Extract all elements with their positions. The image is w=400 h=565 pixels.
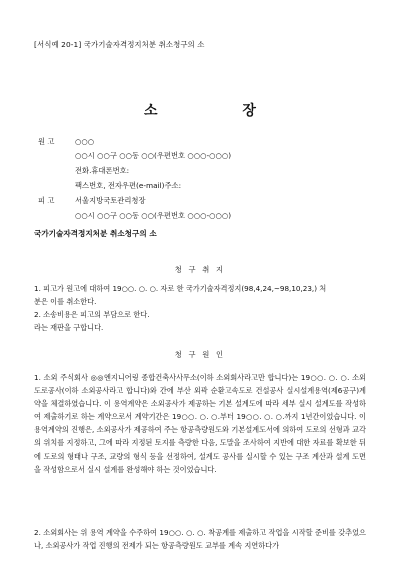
plaintiff-name: ○○○ xyxy=(75,137,95,146)
plaintiff-fax-email: 팩스번호, 전자우편(e-mail)주소: xyxy=(75,181,182,190)
form-label: [서식예 20-1] 국가기술자격정지처분 취소청구의 소 xyxy=(34,40,205,49)
claim-heading: 청 구 취 지 xyxy=(174,265,226,274)
defendant-address: ○○시 ○○구 ○○동 ○○(우편번호 ○○○-○○○) xyxy=(75,211,232,220)
cause-paragraph-2: 2. 소외회사는 위 용역 계약을 수주하여 19○○. ○. ○. 착공계를 제출하고 작업을 시작할 준비를 갖추었으나, 소외공사가 작업 진행의 전제가 되는 항공측량원도 교부를 계속 지연하다가 xyxy=(34,528,366,551)
claim-line-4: 라는 재판을 구합니다. xyxy=(34,323,104,332)
plaintiff-phone: 전화.휴대폰번호: xyxy=(75,166,130,175)
case-title: 국가기술자격정지처분 취소청구의 소 xyxy=(34,229,157,238)
cause-paragraph-1: 1. 소외 주식회사 ◎◎엔지니어링 종합건축사사무소(이하 소외회사라고만 합니다)는 19○○. ○. ○. 소외 도로공사(이하 소외공사라고 합니다)와 간에 부산 외곽 순환고속도로 건설공사 실시설계용역(제6공구)계약을 체결하였습니다. 이 용역계약은 소외공사가 제공하는 기본 설계도에 따라 세부 실시 설계도를 작성하여 제출하기로 하는 계약으로서 계약기간은 19○○. ○. ○.부터 19○○. ○. ○.까지 1년간이었습니다. 이 용역계약의 진행은, 소외공사가 제공하여 주는 항공측량원도와 기본설계도서에 의하여 도로의 선형과 교각의 위치를 지정하고, 그에 따라 지정된 토지를 측량한 다음, 도말을 조사하여 지반에 대한 자료를 확보한 뒤에 도로의 형태나 구조, 교량의 형식 등을 선정하여, 설계도 공사를 실시할 수 있는 구조 계산과 설계 도면을 작성함으로서 실시 설계를 완성해야 하는 것이었습니다. xyxy=(34,373,366,474)
claim-line-2: 분은 이를 취소한다. xyxy=(34,297,97,306)
defendant-role: 피 고 xyxy=(38,196,55,205)
cause-heading: 청 구 원 인 xyxy=(174,350,226,359)
document-title: 소 장 xyxy=(144,103,296,119)
defendant-name: 서울지방국토관리청장 xyxy=(75,196,146,205)
plaintiff-address: ○○시 ○○구 ○○동 ○○(우편번호 ○○○-○○○) xyxy=(75,151,232,160)
plaintiff-role: 원 고 xyxy=(38,137,55,146)
claim-line-3: 2. 소송비용은 피고의 부담으로 한다. xyxy=(34,310,150,319)
claim-line-1: 1. 피고가 원고에 대하여 19○○. ○. ○. 자로 한 국가기술자격정지(98,4,24,~98,10,23,) 처 xyxy=(34,284,327,293)
